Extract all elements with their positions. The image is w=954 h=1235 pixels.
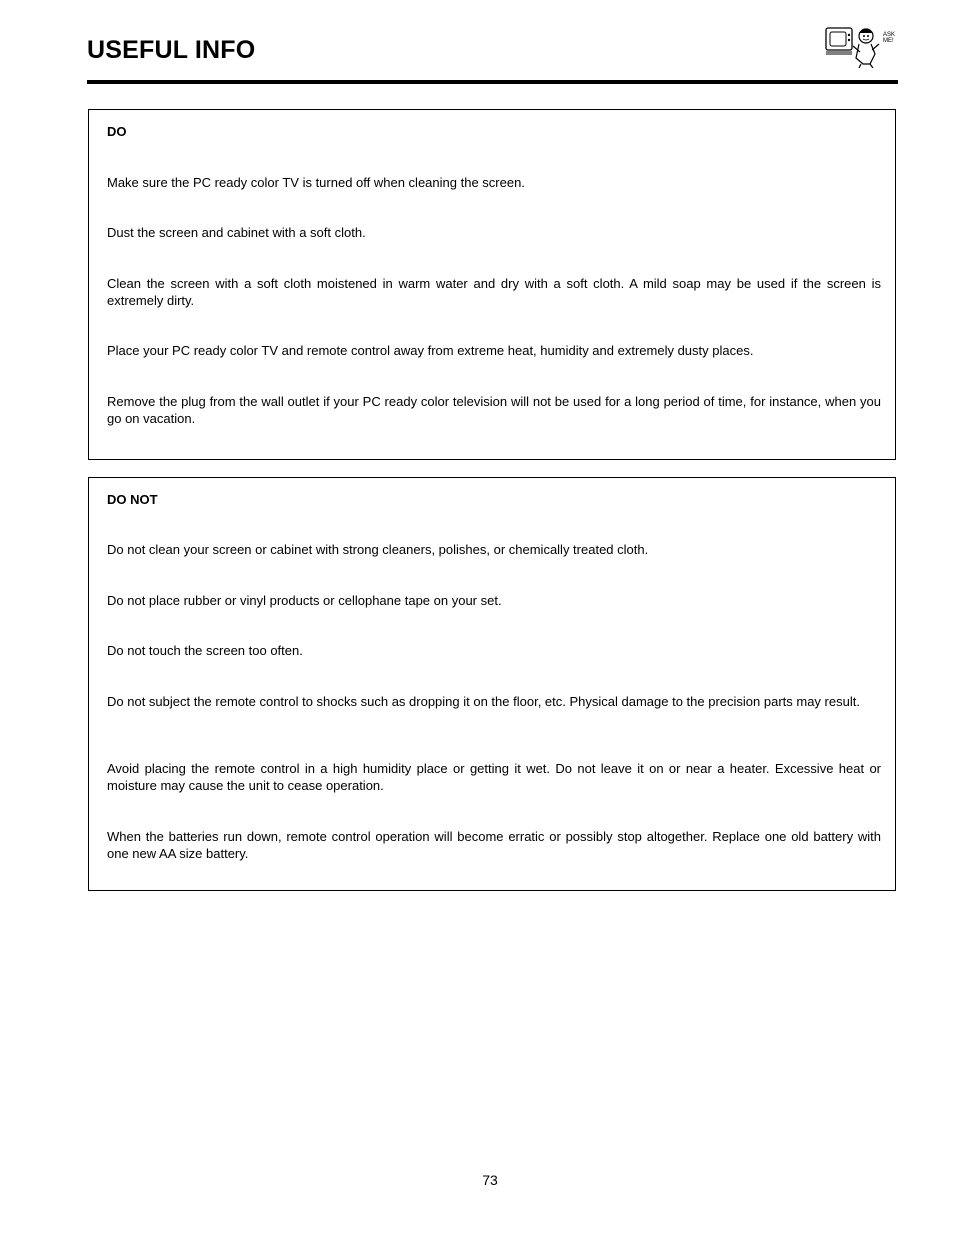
do-not-item: Do not clean your screen or cabinet with strong cleaners, polishes, or chemically treated cloth.: [107, 542, 649, 557]
ask-me-logo: [823, 24, 897, 68]
do-not-section: [88, 477, 896, 891]
page-title: USEFUL INFO: [87, 36, 256, 64]
do-item: Make sure the PC ready color TV is turned off when cleaning the screen.: [107, 175, 525, 190]
do-item: Remove the plug from the wall outlet if your PC ready color television will not be used for a long period of time, for instance, when you go on vacation.: [107, 394, 881, 426]
do-item: Place your PC ready color TV and remote control away from extreme heat, humidity and extremely dusty places.: [107, 343, 754, 358]
do-item: Clean the screen with a soft cloth moistened in warm water and dry with a soft cloth. A mild soap may be used if the screen is extremely dirty.: [107, 276, 881, 308]
do-heading: DO: [107, 124, 127, 139]
do-not-item: When the batteries run down, remote control operation will become erratic or possibly stop altogether. Replace one old battery with one new AA size battery.: [107, 829, 881, 861]
do-item: Dust the screen and cabinet with a soft cloth.: [107, 225, 366, 240]
do-not-item: Do not place rubber or vinyl products or cellophane tape on your set.: [107, 593, 502, 608]
do-section: [88, 109, 896, 460]
title-divider: [87, 80, 898, 84]
do-not-heading: DO NOT: [107, 492, 158, 507]
page-number: 73: [482, 1172, 498, 1188]
do-not-item: Do not touch the screen too often.: [107, 643, 303, 658]
do-not-item: Do not subject the remote control to shocks such as dropping it on the floor, etc. Physical damage to the precision parts may result.: [107, 694, 860, 709]
do-not-item: Avoid placing the remote control in a high humidity place or getting it wet. Do not leave it on or near a heater. Excessive heat or moisture may cause the unit to cease operation.: [107, 761, 881, 793]
logo-text: ASK ME!: [883, 32, 896, 44]
tv-mascot-icon: [823, 24, 897, 68]
